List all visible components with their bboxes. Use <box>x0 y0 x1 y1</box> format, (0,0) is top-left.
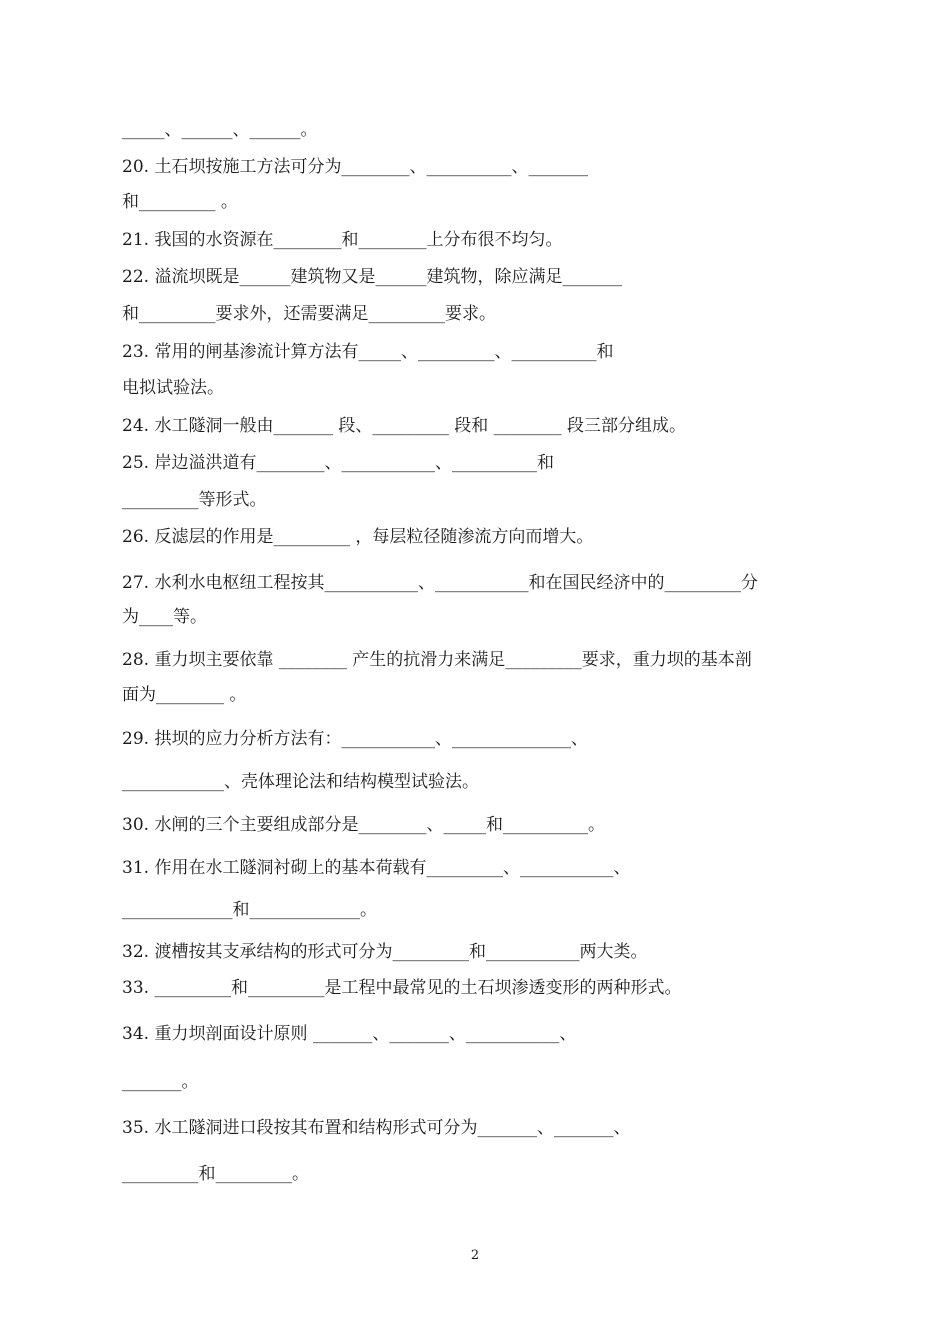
text-line: _______。 <box>122 1072 199 1092</box>
text-line: 电拟试验法。 <box>122 378 224 398</box>
text-line: _________等形式。 <box>122 490 267 510</box>
question-35: 35. 水工隧洞进口段按其布置和结构形式可分为_______、_______、 <box>122 1118 631 1138</box>
question-30: 30. 水闸的三个主要组成部分是________、_____和__________。 <box>122 815 605 835</box>
question-20: 20. 土石坝按施工方法可分为________、__________、_______ <box>122 157 588 177</box>
question-32: 32. 渡槽按其支承结构的形式可分为_________和___________两大类。 <box>122 942 648 962</box>
question-23: 23. 常用的闸基渗流计算方法有_____、_________、__________和 <box>122 342 614 362</box>
question-26: 26. 反滤层的作用是_________ ，每层粒径随渗流方向而增大。 <box>122 527 594 547</box>
question-33: 33. _________和_________是工程中最常见的土石坝渗透变形的两种形式。 <box>122 978 682 998</box>
question-27: 27. 水利水电枢纽工程按其___________、___________和在国民经济中的_________分 <box>122 573 758 593</box>
question-28: 28. 重力坝主要依靠 ________ 产生的抗滑力来满足_________要求，重力坝的基本剖 <box>122 650 752 670</box>
page-number: 2 <box>470 1248 480 1263</box>
text-line: 和_________要求外，还需要满足_________要求。 <box>122 304 496 324</box>
text-line: _____、______、______。 <box>122 120 318 140</box>
question-21: 21. 我国的水资源在________和________上分布很不均匀。 <box>122 230 563 250</box>
text-line: 为____等。 <box>122 607 207 627</box>
question-34: 34. 重力坝剖面设计原则 _______、_______、___________、 <box>122 1024 577 1044</box>
text-line: ____________、壳体理论法和结构模型试验法。 <box>122 772 479 792</box>
question-29: 29. 拱坝的应力分析方法有：___________、______________、 <box>122 729 588 749</box>
question-31: 31. 作用在水工隧洞衬砌上的基本荷载有_________、___________、 <box>122 858 631 878</box>
text-line: 和_________ 。 <box>122 192 238 212</box>
text-line: _____________和_____________。 <box>122 900 377 920</box>
question-22: 22. 溢流坝既是______建筑物又是______建筑物，除应满足_______ <box>122 267 622 287</box>
question-24: 24. 水工隧洞一般由_______ 段、_________ 段和 ________ 段三部分组成。 <box>122 416 687 436</box>
question-25: 25. 岸边溢洪道有________、___________、__________和 <box>122 453 554 473</box>
text-line: 面为________ 。 <box>122 685 247 705</box>
text-line: _________和_________。 <box>122 1164 309 1184</box>
